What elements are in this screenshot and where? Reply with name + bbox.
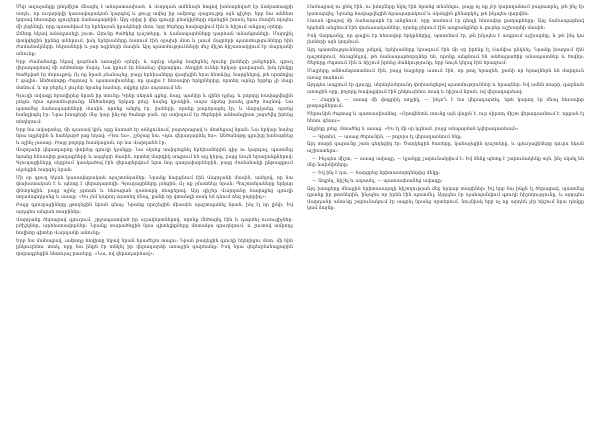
- dialogue-paragraph: — Ապրել, հիշել և սպասել, — պատասխանեց ավագը։: [312, 179, 443, 185]
- dialogue-paragraph: — Գիտեմ, — ասաց ծերունին, — բոլորս էլ վերադառնում ենք։: [312, 134, 462, 140]
- paragraph: Մայրերը անհանգստանում էին, բայց հայրերը ասում էին, որ թող երազեն, քանի որ երազներն են մարդուն առաջ տանում։: [307, 69, 584, 81]
- paragraph: Իսկ Վարդանը, որ գալիս էր հեռավոր երկրներից, պատմում էր, թե ինչպես է ապրում աշխարհը, և թե ինչ կա լեռների այն կողմում։: [307, 33, 584, 46]
- paragraph: Մեր աղաչանքը ընդմիշտ մնացել է անպատասխան, և Վարդան ամենայն հոգով խոնարհված էր ճակատագրի առջև, որ ուղարկվի կառավարական կարգով և ցույց տվեց իր ամբողջ զայրույթը այն գիշեր, երբ նա անհետ կորավ հեռավոր գյուղերի ճանապարհին։ Այդ օրից ի վեր գյուղի բնակիչները սկսեցին խոսել նրա մասին որպես մի լեգենդի, որը պատմվում էր երեկոյան կրակների մոտ, երբ ծերերը հավաքվում էին և հիշում անցյալ օրերը։: [16, 5, 293, 30]
- paragraph: Վարդանի վերադարձը փոխեց գյուղի կյանքը։ Նա սկսեց սովորեցնել երեխաներին գիր ու կարդալ, պատմեց նրանց հեռավոր քաղաքների և ազգերի մասին, որտեղ մարդիկ ապրում են այլ կերպ, բայց նույն երազանքներով։ Գյուղացիները սկզբում կասկածով էին վերաբերվում նրա նոր գաղափարներին, բայց ժամանակի ընթացքում սկսեցին հարգել նրան։: [16, 148, 293, 173]
- paragraph: Այդ տարի գարունը շատ գեղեցիկ էր։ Ծաղկեցին ծառերը, կանաչեցին դաշտերը, և գյուղացիները դուրս եկան աշխատելու։: [307, 142, 584, 154]
- paragraph: Այդպես ապրում էր գյուղը, սերնդեսերունդ փոխանցելով պատմություններ և երազներ։ Եվ ամեն տարի, գարնան առաջին օրը, բոլորը հավաքվում էին ընկուզենու տակ և հիշում նրան, ով վերադարձավ։: [307, 83, 584, 95]
- paragraph: Լեռնացավ ու քնել էին, ու խեղճերը եկել էին նրանց տեսնելու, բայց ոչ ոք չէր կարողանում բացատրել, թե ինչ էր կատարվել։ Նրանք հավաքվեցին հրապարակում և սկսեցին քննարկել, թե ինչպես վարվեն։: [307, 5, 584, 17]
- paragraph: Այդ խոսքերը մնացին երիտասարդի հիշողության մեջ երկար տարիներ։ Եվ երբ նա ինքն էլ ծերացավ, պատմեց դրանք իր թոռներին, ինչպես որ իրեն էին պատմել։ Այդպես էր պահպանվում գյուղի հիշողությունը, և այդպես Վարդանի անունը շարունակում էր ապրել նրանց սրտերում, նույնիսկ երբ ոչ ոք արդեն չէր հիշում նրա դեմքը կամ ձայնը։: [307, 186, 584, 212]
- left-column: [16, 5, 293, 424]
- paragraph: Վարդանը ծերացավ գյուղում, շրջապատված իր աշակերտներով, որոնք մեծացել էին և դարձել ուսուցիչներ, բժիշկներ, արհեստավորներ։ Նրանք տարածեցին նրա գիտելիքները մոտակա գյուղերում, և շուտով ամբողջ հովիտը գիտեր Վարդանի անունը։: [16, 217, 293, 236]
- right-column: [307, 5, 584, 424]
- dialogue-paragraph: — Եվ ինչ է դա, — հարցրեց երիտասարդներից մեկը։: [312, 171, 440, 177]
- paragraph: Ձմեռը եկավ անսպասելի շուտ։ Ձյունը ծածկեց դաշտերը, և ճանապարհները դարձան անանցանելի։ Մարդիկ փակվեցին իրենց տներում, իսկ երեխաները նստում էին օջախի մոտ և լսում մայրերի պատմությունները հին ժամանակների, հերոսների և չար ոգիների մասին։ Այդ պատմությունների մեջ միշտ հիշատակվում էր Վարդանի անունը։: [16, 32, 293, 57]
- dialogue-paragraph: — Հայրի՛կ, — ասաց մի փոքրիկ աղջիկ, — ինչո՞ւ է նա վերադարձել, եթե կարող էր մնալ հեռավոր քաղաքներում։: [307, 97, 584, 110]
- paragraph: Երբ նա ավարտեց, մի պառավ կին, որը նստած էր անկյունում, բարձրացավ և մոտեցավ նրան։ Նա երկար նայեց նրա աչքերին և հանկարծ լաց եղավ։ «Դու ես», շշնջաց նա, «դու վերադարձել ես»։ Անծանոթը գլուխը խոնարհեց և ոչինչ չասաց։ Բայց բոլորը հասկացան, որ նա Վարդանն էր։: [16, 127, 293, 146]
- paragraph: Բայց գյուղացիները չթողեցին նրան գնալ։ Նրանք որոշեցին միասին պաշտպանել նրան, ինչ էլ որ լինի։ Եվ այդպես անցան տարիներ։: [16, 203, 293, 215]
- paragraph: Ծերունին ժպտաց և պատասխանեց. «Որովհետև տունը այն վայրն է, ուր սիրտդ միշտ վերադառնում է, որքան էլ հեռու գնաս»։: [307, 112, 584, 124]
- paragraph: Երբ նա մահացավ, ամբողջ հովիտը եկավ նրան հրաժեշտ տալու։ Նրան թաղեցին գյուղի եկեղեցու մոտ, մի հին ընկուզենու տակ, որը նա ինքն էր տնկել իր վերադարձի առաջին գարնանը։ Իսկ նրա գերեզմանաքարին փորագրեցին հետևյալ բառերը. «Նա, ով վերադարձավ»։: [16, 238, 293, 257]
- paragraph: Երբ ժամանակը եկավ գարնան առաջին օրերի, և արևը սկսեց հալեցնել ձյունը լեռների լանջերին, գյուղ վերադարձավ մի անծանոթ մարդ։ Նա կրում էր հնամաշ վերարկու, ձեռքին ուներ երկար գավազան, իսկ դեմքը ծածկված էր մորուքով։ Ոչ ոք նրան չճանաչեց, բայց երեխաները վազեցին նրա հետևից, հարցնելով, թե որտեղից է գալիս։ Անծանոթը ժպտաց և պատասխանեց, որ գալիս է հեռավոր երկրներից, որտեղ արևը երբեք չի մայր մտնում, և որ բերել է լուրեր նրանց համար, ովքեր դեռ սպասում են։: [16, 59, 293, 91]
- dialogue-paragraph: — Ինչպես միշտ, — ասաց ավագը, — կյանքը շարունակվում է։ Եվ մենք պետք է շարունակենք այն, ինչ սկսել են մեր նախնիները։: [307, 156, 584, 169]
- paragraph: Լեռան վրայով մի ճանապարհ էր անցնում, որը տանում էր դեպի հեռավոր քաղաքները։ Այդ ճանապարհով երբեմն անցնում էին վաճառականներ, որոնք բերում էին ապրանքներ և լուրեր աշխարհի մասին։: [307, 19, 584, 31]
- paragraph: Գյուղի ավագը հրավիրեց նրան իր տունը։ Կինը սեղան գցեց, հաց, պանիր և գինի դրեց, և բոլորը հավաքվեցին լսելու նրա պատմությունը։ Անծանոթը երկար լռեց, նայեց կրակին, ապա սկսեց խոսել ցածր ձայնով։ Նա պատմեց ճանապարհների մասին, որոնք անցել էր, լեռների, որոնք բարձրացել էր, և մարդկանց, որոնց հանդիպել էր։ Նրա խոսքերի մեջ կար ինչ-որ ծանոթ բան, որ ստիպում էր ծերերին անհանգիստ շարժվել իրենց տեղերում։: [16, 93, 293, 125]
- paragraph: Այդ պատմությունները լսելով, երեխաները երազում էին մի օր իրենք էլ ճամփա ընկնել։ Նրանք խաղում էին դաշտերում, ձևացնելով, թե ճանապարհորդներ են, որոնք անցնում են անծայրածիր անապատներ և ծովեր։ Ծերերը ժպտում էին և հիշում իրենց մանկությունը, երբ նույն կերպ էին երազում։: [307, 48, 584, 67]
- paragraph: Աղջիկը լռեց, մտածեց և ասաց. «Ես էլ մի օր կգնամ, բայց անպայման կվերադառնամ»։: [307, 126, 519, 132]
- paragraph: Մի օր գյուղ եկան կառավարական պաշտոնյաներ։ Նրանք հարցնում էին Վարդանի մասին, ասելով, որ նա փախստական է և պետք է վերադարձվի։ Գյուղացիները լռեցին։ Ոչ ոք չմատնեց նրան։ Պաշտոնյաները երկար փնտրեցին, բայց ոչինչ չգտան և հեռացան դատարկ ձեռքերով։ Այդ գիշեր Վարդանը հավաքեց գյուղի տղամարդկանց և ասաց. «Ես չեմ կարող այստեղ մնալ, քանի որ վտանգի տակ եմ դնում ձեզ բոլորիդ»։: [16, 175, 293, 201]
